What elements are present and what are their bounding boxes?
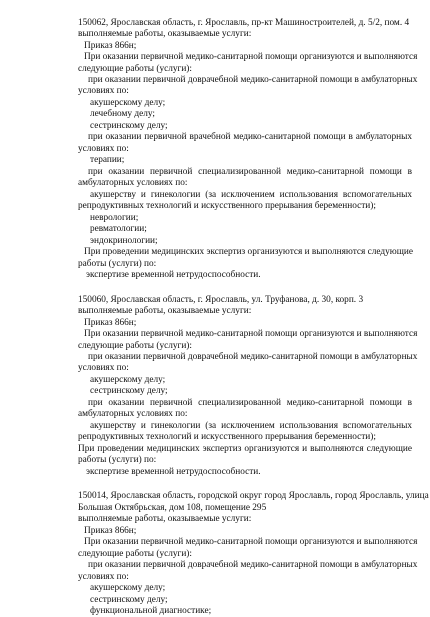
text-line: При оказании первичной медико-санитарной помощи организуются и выполняются (84, 52, 418, 62)
text-line: репродуктивных технологий и искусственного прерывания беременности); (78, 201, 376, 211)
text-line: условиях по: (78, 144, 129, 154)
text-line: амбулаторных условиях по: (78, 178, 188, 188)
text-line: При проведении медицинских экспертиз организуются и выполняются следующие (84, 247, 413, 257)
list-item: функциональной диагностике; (90, 606, 212, 616)
order-reference: Приказ 866н; (84, 526, 137, 536)
text-line: следующие работы (услуги): (78, 64, 192, 74)
text-line: при оказании первичной специализированной медико-санитарной помощи в (88, 398, 412, 408)
address-line: Большая Октябрьская, дом 108, помещение 295 (78, 503, 267, 513)
text-line: При оказании первичной медико-санитарной помощи организуются и выполняются (84, 537, 418, 547)
address-line: 150060, Ярославская область, г. Ярославль, ул. Труфанова, д. 30, корп. 3 (78, 295, 364, 305)
text-line: при оказании первичной доврачебной медико-санитарной помощи в амбулаторных (88, 75, 418, 85)
text-line: работы (услуги) по: (78, 259, 157, 269)
text-line: следующие работы (услуги): (78, 549, 192, 559)
list-item: лечебному делу; (90, 109, 155, 119)
text-line: работы (услуги) по: (78, 455, 157, 465)
list-item: сестринскому делу; (90, 386, 168, 396)
text-line: репродуктивных технологий и искусственного прерывания беременности); (78, 432, 376, 442)
text-line: при оказании первичной доврачебной медико-санитарной помощи в амбулаторных (88, 352, 418, 362)
text-line: при оказании первичной специализированной медико-санитарной помощи в (88, 167, 412, 177)
text-line: условиях по: (78, 572, 129, 582)
list-item: акушерскому делу; (90, 375, 166, 385)
text-line: условиях по: (78, 86, 129, 96)
list-item: сестринскому делу; (90, 121, 168, 131)
text-line: акушерству и гинекологии (за исключением использования вспомогательных (90, 190, 412, 200)
text-line: При проведении медицинских экспертиз организуются и выполняются следующие (78, 444, 412, 454)
text-line: амбулаторных условиях по: (78, 409, 188, 419)
list-item: неврологии; (90, 213, 139, 223)
text-line: при оказании первичной врачебной медико-санитарной помощи в амбулаторных (88, 132, 412, 142)
list-item: акушерскому делу; (90, 98, 166, 108)
text-line: При оказании первичной медико-санитарной помощи организуются и выполняются (84, 329, 418, 339)
list-item: эндокринологии; (90, 236, 158, 246)
text-line: акушерству и гинекологии (за исключением использования вспомогательных (90, 421, 412, 431)
address-line: 150014, Ярославская область, городской округ город Ярославль, город Ярославль, улица (78, 491, 429, 501)
list-item: экспертизе временной нетрудоспособности. (86, 467, 261, 477)
text-line: условиях по: (78, 363, 129, 373)
text-line: следующие работы (услуги): (78, 341, 192, 351)
order-reference: Приказ 866н; (84, 318, 137, 328)
services-heading: выполняемые работы, оказываемые услуги: (78, 514, 252, 524)
list-item: сестринскому делу; (90, 595, 168, 605)
address-line: 150062, Ярославская область, г. Ярославль, пр-кт Машиностроителей, д. 5/2, пом. 4 (78, 18, 410, 28)
list-item: экспертизе временной нетрудоспособности. (86, 270, 261, 280)
list-item: терапии; (90, 155, 125, 165)
list-item: акушерскому делу; (90, 583, 166, 593)
services-heading: выполняемые работы, оказываемые услуги: (78, 306, 252, 316)
order-reference: Приказ 866н; (84, 41, 137, 51)
list-item: ревматологии; (90, 224, 147, 234)
services-heading: выполняемые работы, оказываемые услуги: (78, 29, 252, 39)
text-line: при оказании первичной доврачебной медико-санитарной помощи в амбулаторных (88, 560, 418, 570)
